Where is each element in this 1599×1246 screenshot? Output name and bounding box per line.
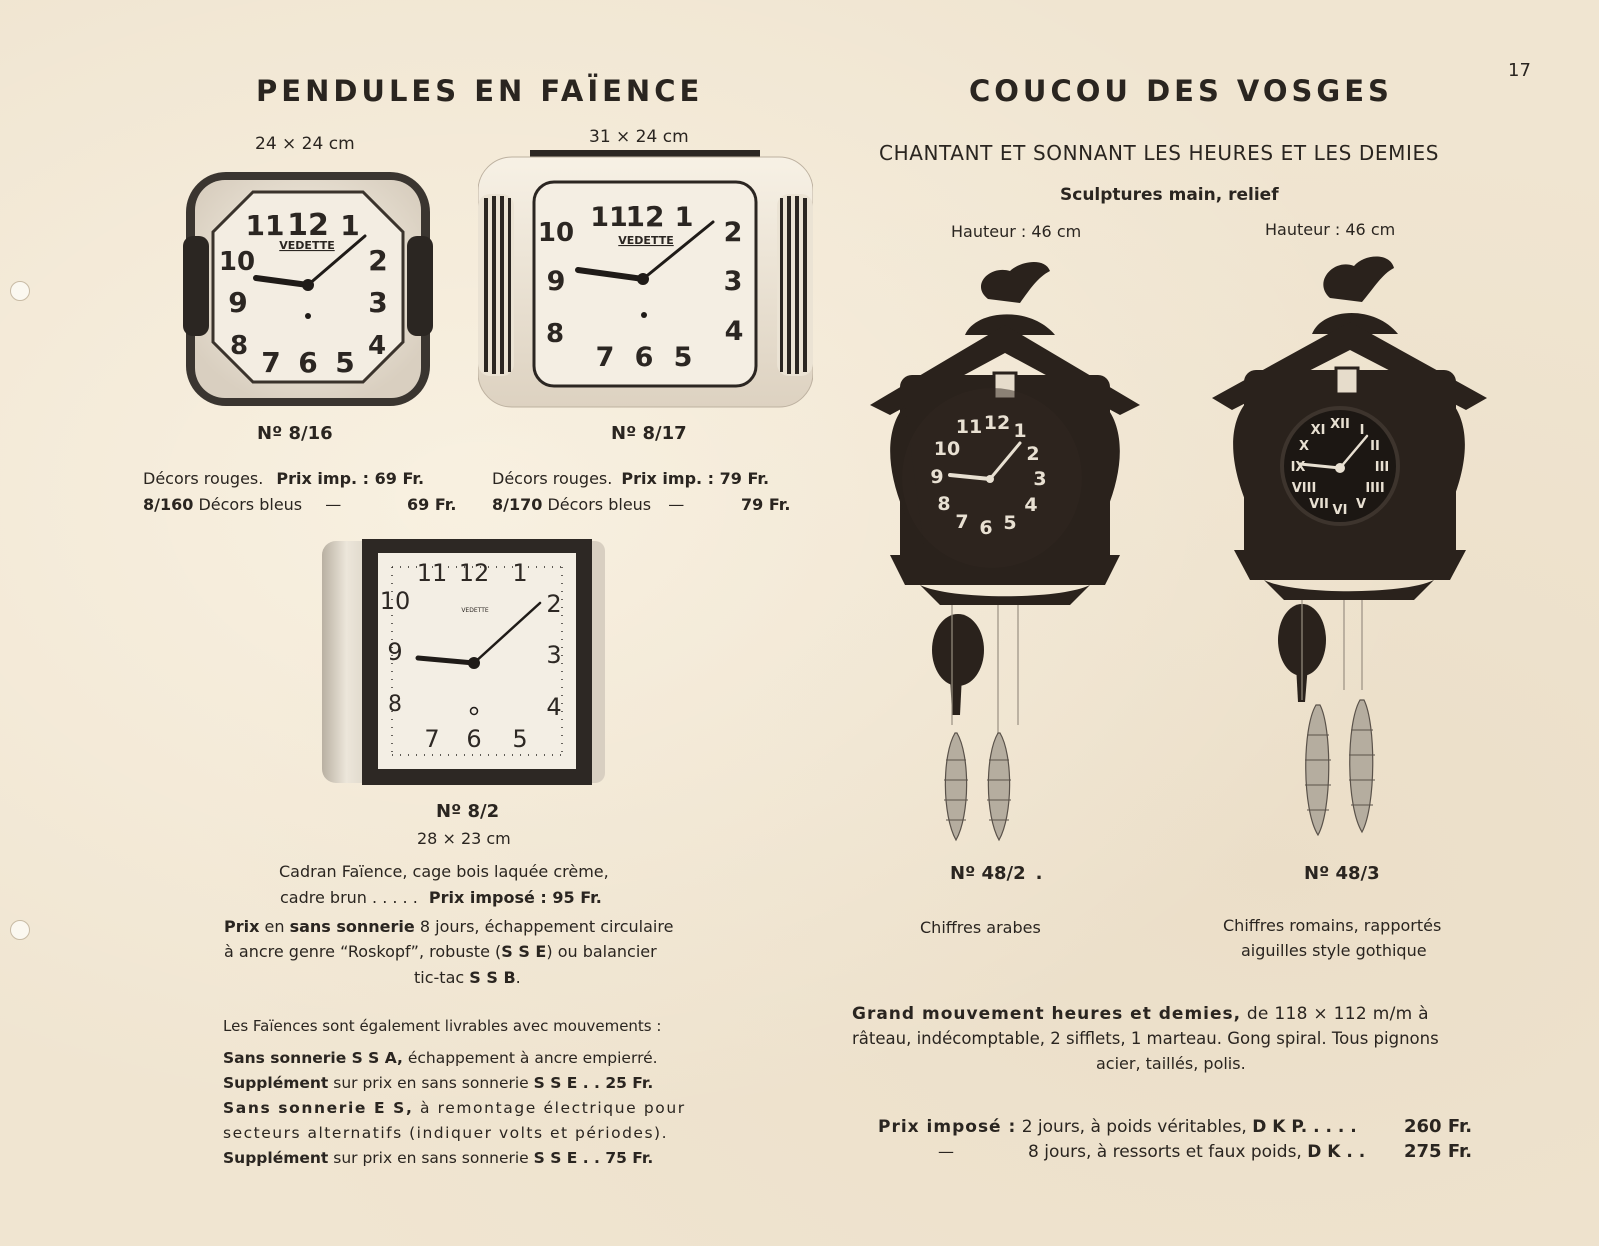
movement-supplement-75 [223, 1149, 653, 1167]
cuckoo-482-numeral-10: 10 [933, 438, 961, 460]
clock-816-price-line2 [143, 495, 341, 514]
clock-817-numeral-1: 1 [674, 202, 694, 233]
clock-817-numeral-12: 12 [625, 200, 665, 233]
coucou-price-row2 [1028, 1142, 1365, 1162]
cuckoo-482-numeral-8: 8 [937, 493, 951, 515]
clock-82-numeral-4: 4 [546, 693, 562, 721]
text: à ancre genre “Roskopf”, robuste ( [224, 942, 502, 961]
movements-intro: Les Faïences sont également livrables avec mouvements : [223, 1017, 662, 1035]
text: 8 jours, à ressorts et faux poids, [1028, 1142, 1308, 1162]
cuckoo-483-image [1212, 250, 1492, 855]
cuckoo-482-number [950, 863, 1042, 884]
cuckoo-483-numeral-IX: IX [1290, 460, 1306, 475]
clock-816-number: Nº 8/16 [257, 423, 333, 444]
clock-816-numeral-4: 4 [367, 331, 387, 361]
clock-817-numeral-7: 7 [595, 342, 615, 373]
coucou-price-dash: — [938, 1142, 954, 1161]
cuckoo-482-numeral-4: 4 [1024, 494, 1038, 516]
text: sur prix en sans sonnerie [328, 1149, 534, 1167]
sculptures-note: Sculptures main, relief [1060, 185, 1279, 205]
clock-82-numeral-7: 7 [424, 725, 440, 753]
clock-817-numeral-11: 11 [590, 202, 628, 233]
decor-rouges-label: Décors rouges. [492, 469, 613, 488]
clock-816-numeral-3: 3 [368, 286, 388, 319]
clock-817-numeral-4: 4 [724, 316, 744, 347]
clock-817-ref-bleus: 8/170 [492, 495, 543, 514]
supplement-label: Supplément [223, 1149, 329, 1167]
clock-816-price-bleus: 69 Fr. [407, 495, 457, 514]
cuckoo-483-numeral-VII: VII [1309, 497, 1329, 512]
cuckoo-483-numeral-XII: XII [1330, 417, 1350, 432]
coucou-movement-line2: râteau, indécomptable, 2 sifflets, 1 marteau. Gong spiral. Tous pignons [852, 1029, 1439, 1048]
coucou-price-260: 260 Fr. [1404, 1116, 1473, 1137]
clock-82-numeral-3: 3 [546, 641, 562, 669]
clock-817-brand: VEDETTE [618, 234, 674, 247]
cuckoo-482-numeral-12: 12 [983, 412, 1011, 434]
cuckoo-483-numeral-X: X [1298, 439, 1310, 454]
clock-82-numeral-6: 6 [466, 725, 482, 753]
sans-sonnerie-para-line1 [224, 917, 673, 936]
cuckoo-482-numeral-2: 2 [1026, 443, 1040, 465]
clock-817-price-bleus: 79 Fr. [741, 495, 791, 514]
clock-82-numeral-8: 8 [388, 692, 402, 717]
text: ) ou balancier [546, 942, 657, 961]
sans-sonnerie-label: sans sonnerie [289, 917, 415, 936]
clock-817-image [478, 150, 813, 412]
coucou-price-275: 275 Fr. [1404, 1141, 1473, 1162]
clock-82-size: 28 × 23 cm [417, 829, 511, 848]
clock-82-numeral-9: 9 [387, 638, 403, 666]
cuckoo-482-numeral-3: 3 [1033, 468, 1047, 490]
text: à remontage électrique pour [413, 1099, 686, 1117]
cuckoo-482-image [870, 255, 1145, 855]
clock-82-numeral-1: 1 [512, 559, 528, 587]
sans-sonnerie-para-line3 [414, 968, 521, 987]
coucou-movement-line3: acier, taillés, polis. [1096, 1054, 1246, 1073]
decor-bleus-label: Décors bleus [547, 495, 652, 514]
cuckoo-482-numeral-6: 6 [979, 517, 993, 539]
clock-82-brand: VEDETTE [461, 607, 489, 614]
clock-817-numeral-5: 5 [673, 342, 693, 373]
clock-816-numeral-5: 5 [335, 346, 355, 379]
cuckoo-482-number-text: Nº 48/2 [950, 863, 1026, 884]
text: en [259, 917, 290, 936]
clock-816-price-rouges: Prix imp. : 69 Fr. [276, 469, 425, 488]
clock-817-price-rouges: Prix imp. : 79 Fr. [621, 469, 770, 488]
clock-817-price-line2 [492, 495, 684, 514]
clock-816-image [183, 166, 433, 412]
section-title-faience: PENDULES EN FAÏENCE [256, 74, 704, 108]
clock-816-numeral-2: 2 [368, 244, 388, 277]
clock-82-numeral-2: 2 [546, 590, 562, 618]
clock-816-numeral-12: 12 [287, 208, 329, 243]
clock-482-height: Hauteur : 46 cm [951, 222, 1082, 241]
text: . [515, 968, 521, 987]
cuckoo-483-numeral-VI: VI [1332, 503, 1348, 518]
section-title-coucou: COUCOU DES VOSGES [969, 74, 1393, 108]
clock-816-numeral-6: 6 [298, 346, 318, 379]
coucou-movement-line1 [852, 1004, 1429, 1024]
ssb-code: S S B [469, 968, 516, 987]
ssa-label: Sans sonnerie S S A, [223, 1049, 403, 1067]
clock-816-numeral-1: 1 [340, 209, 360, 242]
dash: — [325, 495, 342, 514]
prix-label: Prix [224, 917, 260, 936]
sse-code: S S E [501, 942, 547, 961]
movement-es [223, 1099, 686, 1117]
sans-sonnerie-para-line2 [224, 942, 657, 961]
cuckoo-483-numeral-I: I [1359, 423, 1365, 438]
clock-816-numeral-11: 11 [245, 209, 285, 242]
clock-82-desc-line2 [280, 888, 602, 907]
clock-817-numeral-6: 6 [634, 342, 654, 373]
clock-816-numeral-8: 8 [229, 331, 249, 361]
movement-supplement-25 [223, 1074, 653, 1092]
cuckoo-483-numeral-III: III [1374, 460, 1390, 475]
text: 8 jours, échappement circulaire [414, 917, 674, 936]
coucou-price-row1 [878, 1117, 1357, 1137]
clock-816-ref-bleus: 8/160 [143, 495, 194, 514]
clock-82-desc-line1: Cadran Faïence, cage bois laquée crème, [279, 862, 609, 881]
prix-impose-label: Prix imposé : [878, 1117, 1017, 1137]
cuckoo-482-numeral-9: 9 [930, 466, 944, 488]
cuckoo-482-numeral-1: 1 [1013, 420, 1027, 442]
decor-bleus-label: Décors bleus [198, 495, 303, 514]
clock-816-size: 24 × 24 cm [255, 134, 355, 154]
clock-82-numeral-12: 12 [458, 559, 490, 587]
supplement-price-75: S S E . . 75 Fr. [533, 1149, 654, 1167]
clock-816-price-line1 [143, 469, 424, 488]
clock-483-height: Hauteur : 46 cm [1265, 220, 1396, 239]
dk-code: D K . . [1307, 1142, 1366, 1162]
cuckoo-483-numeral-XI: XI [1310, 423, 1326, 438]
page-number: 17 [1508, 60, 1531, 81]
cuckoo-483-caption-line1: Chiffres romains, rapportés [1223, 916, 1442, 935]
clock-82-image [322, 539, 607, 787]
text: sur prix en sans sonnerie [328, 1074, 534, 1092]
clock-816-brand: VEDETTE [279, 239, 335, 252]
text: tic-tac [414, 968, 470, 987]
frame-desc: cadre brun . . . . . [280, 888, 418, 907]
cuckoo-483-number: Nº 48/3 [1304, 863, 1380, 884]
clock-817-numeral-2: 2 [723, 217, 743, 248]
cuckoo-482-caption: Chiffres arabes [920, 918, 1041, 937]
clock-82-price: Prix imposé : 95 Fr. [428, 888, 602, 907]
movement-es-note: secteurs alternatifs (indiquer volts et périodes). [223, 1124, 668, 1142]
supplement-price-25: S S E . . 25 Fr. [533, 1074, 654, 1092]
clock-817-size: 31 × 24 cm [589, 127, 689, 147]
clock-816-numeral-9: 9 [228, 286, 248, 319]
clock-816-numeral-10: 10 [218, 247, 256, 277]
text: 2 jours, à poids véritables, [1016, 1117, 1253, 1137]
clock-817-numeral-3: 3 [723, 266, 743, 297]
clock-817-numeral-10: 10 [537, 218, 575, 248]
cuckoo-483-numeral-IIII: IIII [1365, 481, 1385, 496]
decor-rouges-label: Décors rouges. [143, 469, 264, 488]
dkp-code: D K P. . . . . [1252, 1117, 1357, 1137]
clock-817-numeral-8: 8 [545, 319, 565, 349]
clock-817-numeral-9: 9 [546, 266, 566, 297]
cuckoo-482-numeral-11: 11 [955, 416, 983, 438]
clock-816-numeral-7: 7 [261, 346, 281, 379]
supplement-label: Supplément [223, 1074, 329, 1092]
cuckoo-483-caption-line2: aiguilles style gothique [1241, 941, 1427, 960]
clock-817-number: Nº 8/17 [611, 423, 687, 444]
cuckoo-483-numeral-II: II [1370, 439, 1380, 454]
clock-82-numeral-11: 11 [416, 559, 448, 587]
punch-hole-top [10, 281, 30, 301]
text: échappement à ancre empierré. [402, 1049, 658, 1067]
punch-hole-bottom [10, 920, 30, 940]
clock-82-numeral-5: 5 [512, 725, 528, 753]
text: de 118 × 112 m/m à [1241, 1004, 1429, 1024]
dash: — [668, 495, 685, 514]
clock-82-numeral-10: 10 [379, 587, 411, 615]
movement-ssa [223, 1049, 658, 1067]
clock-817-price-line1 [492, 469, 769, 488]
grand-mouvement-label: Grand mouvement heures et demies, [852, 1004, 1242, 1024]
coucou-subtitle: CHANTANT ET SONNANT LES HEURES ET LES DEMIES [879, 141, 1440, 165]
es-label: Sans sonnerie E S, [223, 1099, 414, 1117]
cuckoo-483-numeral-V: V [1355, 497, 1367, 512]
cuckoo-482-numeral-7: 7 [955, 511, 969, 533]
cuckoo-482-number-mark: . [1035, 863, 1043, 884]
cuckoo-483-numeral-VIII: VIII [1291, 481, 1317, 496]
clock-82-number: Nº 8/2 [436, 801, 500, 822]
cuckoo-482-numeral-5: 5 [1003, 512, 1017, 534]
